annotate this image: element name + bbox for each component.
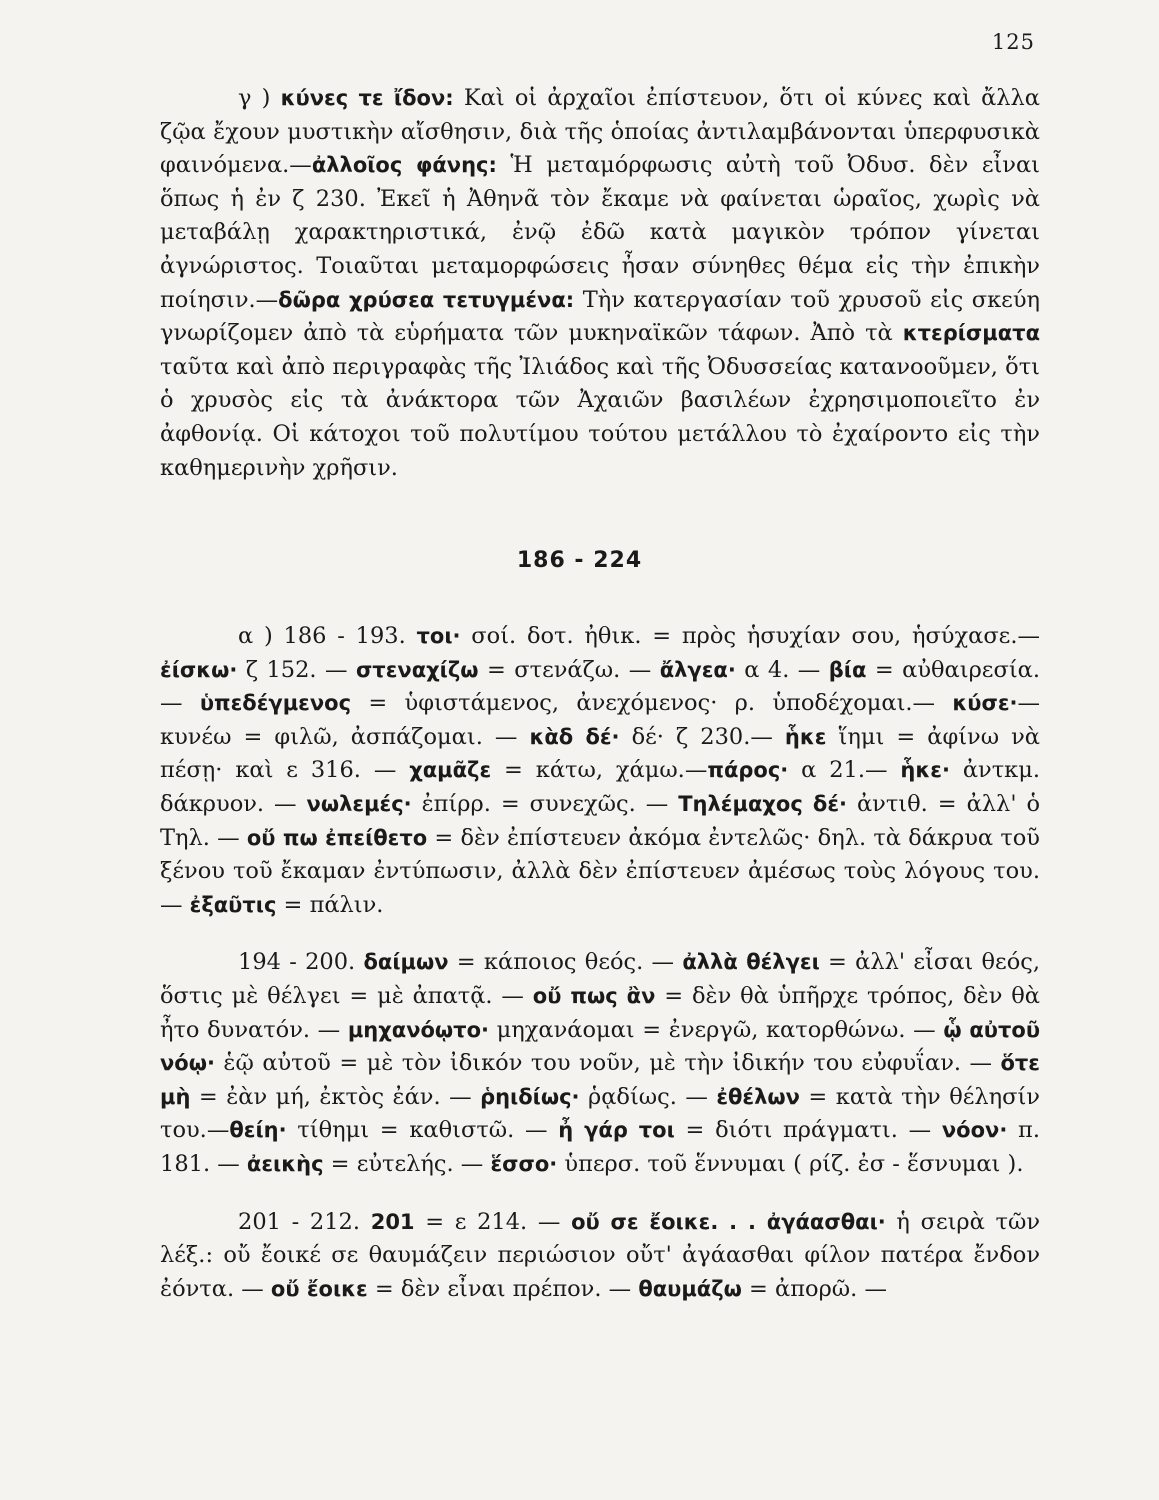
lemma: ἦ γάρ τοι (558, 1118, 675, 1143)
lemma: ἀλλοῖος φάνης: (311, 153, 497, 178)
gloss-text: = ἀλλ' εἶσαι θεός, ὅστις μὲ θέλγει = μὲ ἀπατᾷ. — (160, 949, 1040, 1009)
gloss-text: = κάτω, χάμω.— (491, 757, 708, 784)
gloss-text: α 4. — (735, 656, 829, 683)
gloss-text: = ὑφιστάμενος, ἀνεχόμενος· ρ. ὑποδέχομαι.— (351, 690, 953, 717)
lemma: βία (828, 657, 867, 682)
page-number: 125 (991, 30, 1035, 54)
lemma: νόον· (941, 1118, 1008, 1143)
lemma: ἀλλὰ θέλγει (682, 950, 820, 975)
lemma: ὅτε μὴ (160, 1051, 1040, 1109)
lemma: τοι· (416, 624, 461, 648)
lemma: νωλεμές· (306, 791, 412, 816)
gloss-text: ἀντκμ. δάκρυον. — (160, 757, 1040, 817)
gloss-text: = ἀπορῶ. — (741, 1275, 887, 1302)
gloss-text: ἀντιθ. = ἀλλ' ὁ Τηλ. — (160, 790, 1041, 851)
lemma: ἐίσκω· (160, 657, 238, 682)
gloss-text: 201 - 212. (238, 1208, 371, 1235)
gloss-text: = εὐτελής. — (323, 1150, 491, 1177)
lemma: κύνες τε ἴδον: (280, 86, 454, 110)
paragraph-201-212 (160, 1206, 1040, 1307)
gloss-text: ἐπίρρ. = συνεχῶς. — (411, 790, 679, 817)
lemma: μηχανόῳτο· (347, 1017, 489, 1042)
gloss-text: γ ) (238, 85, 281, 111)
lemma: χαμᾶζε (409, 758, 492, 783)
lemma: δαίμων (363, 950, 449, 975)
gloss-text: α ) 186 - 193. (238, 623, 417, 649)
paragraph-186-193 (160, 620, 1040, 922)
gloss-text: σοί. δοτ. ἠθικ. = πρὸς ἡσυχίαν σου, ἡσύχασε.— (460, 623, 1040, 649)
gloss-text: = δὲν εἶναι πρέπον. — (367, 1275, 639, 1302)
lemma: κὰδ δέ· (529, 724, 620, 749)
gloss-text: 194 - 200. (238, 949, 364, 976)
lemma: οὔ ἔοικε (270, 1276, 368, 1301)
lemma: στεναχίζω (355, 657, 479, 682)
gloss-text: = δὲν θὰ ὑπῆρχε τρόπος, δὲν θὰ ἦτο δυνατόν. — (160, 982, 1040, 1043)
lemma: ἐξαῦτις (189, 892, 277, 917)
gloss-text: = αὐθαιρεσία. — (160, 656, 1040, 717)
lemma: οὔ πω ἐπείθετο (246, 825, 428, 850)
gloss-text: Καὶ οἱ ἀρχαῖοι ἐπίστευον, ὅτι οἱ κύνες καὶ ἄλλα ζῷα ἔχουν μυστικὴν αἴσθησιν, διὰ τῆς ὁποίας ἀντιλαμβάνονται ὑπερφυσικὰ φαινόμενα.— (160, 85, 1040, 179)
lemma: ᾧ αὐτοῦ νόῳ· (160, 1017, 1040, 1076)
gloss-text: ζ 152. — (237, 656, 356, 683)
gloss-text: ὑπερσ. τοῦ ἕννυμαι ( ρίζ. ἐσ - ἕσνυμαι ). (557, 1150, 1024, 1177)
lemma: ἕσσο· (490, 1151, 558, 1176)
lemma: ἧκε· (900, 758, 950, 783)
lemma: ὑπεδέγμενος (199, 691, 352, 716)
gloss-text: ῥᾳδίως. — (579, 1083, 717, 1110)
gloss-text: = κατὰ τὴν θέλησίν του.— (160, 1083, 1040, 1144)
lemma: θαυμάζω (638, 1276, 742, 1301)
gloss-text: μηχανάομαι = ἐνεργῶ, κατορθώνω. — (489, 1016, 944, 1043)
lemma: θείη· (229, 1118, 287, 1143)
gloss-text: —κυνέω = φιλῶ, ἀσπάζομαι. — (160, 690, 1040, 750)
commentary-bottom (160, 620, 1040, 1306)
lemma: Τηλέμαχος δέ· (678, 791, 848, 816)
paragraph-gamma (160, 82, 1040, 485)
gloss-text: Τὴν κατεργασίαν τοῦ χρυσοῦ εἰς σκεύη γνωρίζομεν ἀπὸ τὰ εὑρήματα τῶν μυκηναϊκῶν τάφων. Ἀπὸ τὰ (160, 286, 1040, 347)
gloss-text: ἵημι = ἀφίνω νὰ πέσῃ· καὶ ε 316. — (160, 723, 1040, 784)
commentary-top (160, 82, 1040, 485)
gloss-text: ἑῷ αὐτοῦ = μὲ τὸν ἰδικόν του νοῦν, μὲ τὴν ἰδικήν του εὐφυΐαν. — (214, 1050, 1001, 1077)
lemma: ἄλγεα· (659, 657, 736, 682)
lemma: οὔ σε ἔοικε. . . ἀγάασθαι· (571, 1209, 886, 1234)
gloss-text: ταῦτα καὶ ἀπὸ περιγραφὰς τῆς Ἰλιάδος καὶ τῆς Ὀδυσσείας κατανοοῦμεν, ὅτι ὁ χρυσὸς εἰς τὰ ἀνάκτορα τῶν Ἀχαιῶν βασιλέων ἐχρησιμοποιεῖτο ἐν ἀφθονίᾳ. Οἱ κάτοχοι τοῦ πολυτίμου τούτου μετάλλου τὸ ἐχαίροντο εἰς τὴν καθημερινὴν χρῆσιν. (160, 353, 1040, 481)
lemma: ἀεικὴς (246, 1151, 324, 1176)
gloss-text: = στενάζω. — (478, 656, 660, 683)
lemma: ῥηιδίως· (480, 1084, 580, 1109)
lemma: κύσε· (952, 691, 1018, 716)
gloss-text: π. 181. — (160, 1117, 1040, 1177)
lemma: πάρος· (707, 758, 789, 783)
gloss-text: Ἡ μεταμόρφωσις αὐτὴ τοῦ Ὀδυσ. δὲν εἶναι ὅπως ἡ ἐν ζ 230. Ἐκεῖ ἡ Ἀθηνᾶ τὸν ἔκαμε νὰ φαίνεται ὡραῖος, χωρὶς νὰ μεταβάλῃ χαρακτηριστικά, ἐνῷ ἐδῶ κατὰ μαγικὸν τρόπον γίνεται ἀγνώριστος. Τοιαῦται μεταμορφώσεις ἦσαν σύνηθες θέμα εἰς τὴν ἐπικὴν ποίησιν.— (160, 152, 1041, 313)
lemma: κτερίσματα (902, 321, 1040, 346)
gloss-text: = ε 214. — (414, 1208, 572, 1235)
gloss-text: = πάλιν. (276, 891, 384, 918)
section-heading: 186 - 224 (516, 548, 643, 573)
lemma: οὔ πως ἂν (532, 983, 656, 1008)
gloss-text: α 21.— (788, 757, 901, 784)
gloss-text: τίθημι = καθιστῶ. — (286, 1117, 559, 1144)
lemma: ἧκε (784, 724, 827, 749)
lemma: 201 (370, 1209, 415, 1234)
lemma: δῶρα χρύσεα τετυγμένα: (278, 287, 575, 312)
gloss-text: δέ· ζ 230.— (619, 723, 785, 750)
gloss-text: = κάποιος θεός. — (448, 949, 683, 976)
lemma: ἐθέλων (716, 1084, 800, 1109)
gloss-text: = δὲν ἐπίστευεν ἀκόμα ἐντελῶς· δηλ. τὰ δάκρυα τοῦ ξένου τοῦ ἔκαμαν ἐντύπωσιν, ἀλλὰ δὲν ἐπίστευεν ἀμέσως τοὺς λόγους του. — (160, 824, 1040, 918)
paragraph-194-200 (160, 946, 1040, 1181)
gloss-text: ἡ σειρὰ τῶν λέξ.: οὔ ἔοικέ σε θαυμάζειν περιώσιον οὔτ' ἀγάασθαι φίλον πατέρα ἔνδον ἐόντα. — (160, 1208, 1040, 1302)
gloss-text: = ἐὰν μή, ἐκτὸς ἐάν. — (190, 1083, 481, 1110)
gloss-text: = διότι πράγματι. — (674, 1117, 942, 1144)
